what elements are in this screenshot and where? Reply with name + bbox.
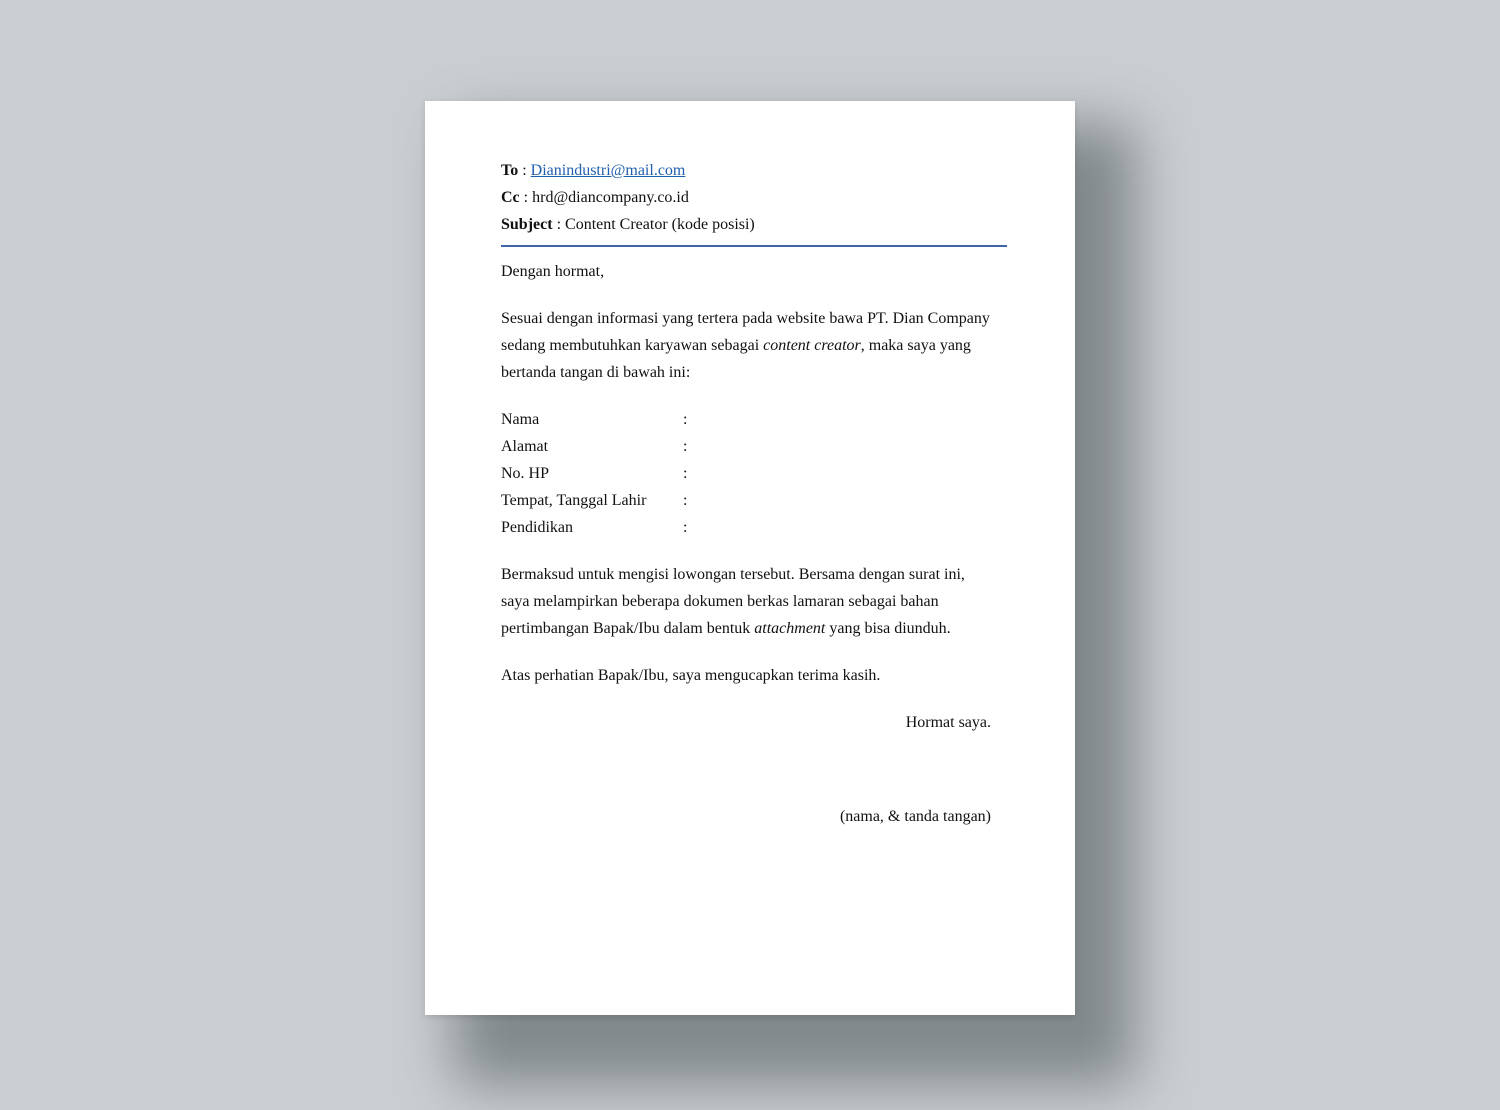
subject-label: Subject: [501, 216, 553, 233]
field-label: Nama: [501, 411, 540, 428]
field-colon: :: [683, 465, 688, 482]
cc-email: hrd@diancompany.co.id: [532, 189, 689, 206]
signature-placeholder: (nama, & tanda tangan): [839, 808, 991, 825]
field-row-pendidikan: [501, 514, 1007, 541]
body-text-end: yang bisa diunduh.: [825, 620, 951, 637]
body-paragraph: [501, 561, 991, 642]
to-line: [501, 157, 1007, 184]
subject-value: Content Creator (kode posisi): [565, 216, 755, 233]
cc-separator: :: [519, 189, 533, 206]
to-email-link[interactable]: Dianindustri@mail.com: [530, 162, 686, 179]
cc-label: Cc: [501, 189, 520, 206]
field-label: Tempat, Tanggal Lahir: [501, 492, 647, 509]
subject-separator: :: [552, 216, 566, 233]
greeting: Dengan hormat,: [501, 263, 605, 280]
closing: Hormat saya.: [905, 714, 991, 731]
field-row-ttl: [501, 487, 1007, 514]
field-label: Alamat: [501, 438, 549, 455]
field-colon: :: [683, 492, 688, 509]
field-colon: :: [683, 438, 688, 455]
field-row-alamat: [501, 433, 1007, 460]
field-label: Pendidikan: [501, 519, 573, 536]
cc-line: [501, 184, 1007, 211]
letter-page: [425, 101, 1075, 1015]
field-label: No. HP: [501, 465, 550, 482]
subject-line: [501, 211, 1007, 238]
letter-content: [501, 157, 1007, 830]
to-label: To: [501, 162, 519, 179]
body-text-start: Bermaksud untuk mengisi lowongan tersebut. Bersama dengan surat ini, saya melampirkan beberapa dokumen berkas lamaran sebagai bahan pertimbangan Bapak/Ibu dalam bentuk: [501, 566, 965, 637]
field-row-nama: [501, 406, 1007, 433]
body-italic-term: attachment: [754, 620, 826, 637]
field-colon: :: [683, 411, 688, 428]
field-colon: :: [683, 519, 688, 536]
thanks-paragraph: Atas perhatian Bapak/Ibu, saya mengucapkan terima kasih.: [501, 667, 881, 684]
field-row-no-hp: [501, 460, 1007, 487]
intro-text-start: Sesuai dengan informasi yang tertera pada website bawa PT. Dian Company sedang membutuhkan karyawan sebagai: [501, 310, 990, 354]
to-separator: :: [518, 162, 531, 179]
intro-paragraph: [501, 305, 991, 386]
header-divider: [501, 245, 1007, 247]
applicant-fields: [501, 406, 1007, 541]
intro-text-end: , maka saya yang bertanda tangan di bawah ini:: [501, 337, 971, 381]
intro-italic-term: content creator: [763, 337, 861, 354]
